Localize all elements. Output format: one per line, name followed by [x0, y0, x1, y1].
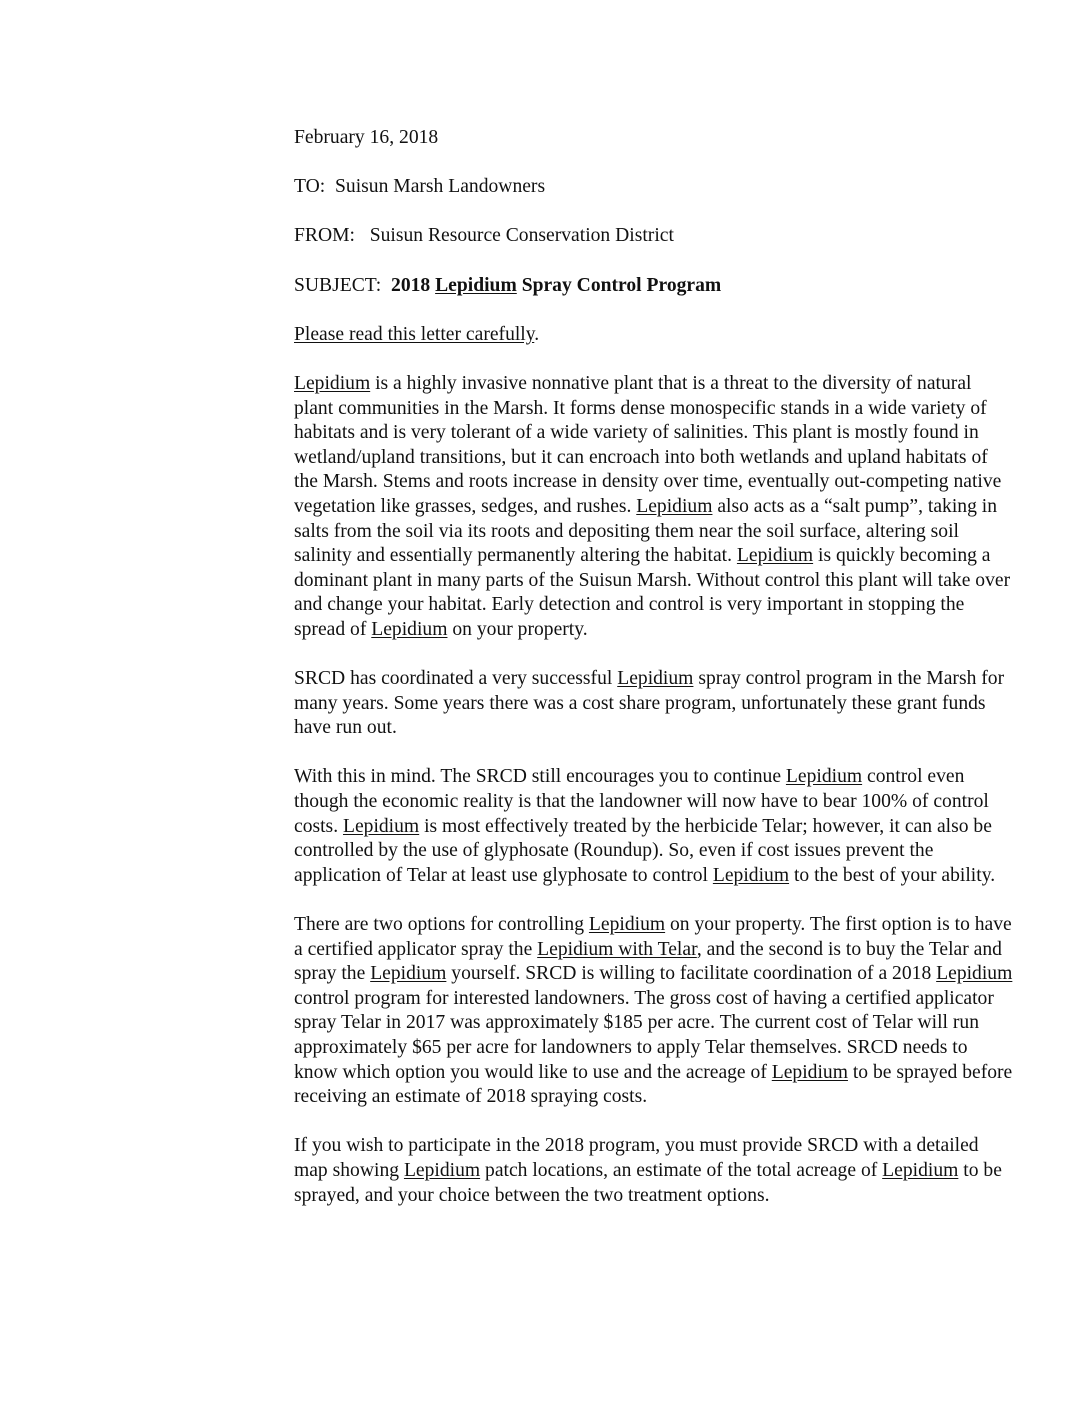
paragraph-text: is quickly becoming a dominant plant in many parts of the Suisun Marsh. Without control this plant will take over and change your habitat. Early detection and control is very important in stopping the spread of: [294, 545, 1011, 640]
paragraph-text: to be sprayed before receiving an estimate of 2018 spraying costs.: [294, 1061, 1013, 1108]
paragraph-text: yourself. SRCD is willing to facilitate coordination of a 2018: [446, 963, 937, 985]
underlined-term: Lepidium with Telar: [537, 938, 697, 960]
from-label: FROM:: [294, 225, 355, 247]
paragraph-text: , and the second is to buy the Telar and spray the: [294, 938, 1002, 985]
to-line: [294, 175, 1014, 200]
paragraph-program-history: [294, 667, 1014, 741]
paragraph-text: If you wish to participate in the 2018 program, you must provide SRCD with a detailed map showing: [294, 1135, 979, 1181]
underlined-term: Lepidium: [403, 1159, 481, 1181]
paragraph-text: With this in mind. The SRCD still encourages you to continue: [294, 766, 786, 788]
underlined-term: Lepidium: [617, 668, 694, 690]
paragraph-text: patch locations, an estimate of the total acreage of: [480, 1159, 883, 1181]
paragraph-text: There are two options for controlling: [294, 914, 589, 935]
paragraph-text: on your property.: [447, 618, 588, 640]
underlined-term: Lepidium: [370, 963, 447, 985]
underlined-term: Lepidium: [636, 495, 713, 517]
notice-end: .: [534, 323, 540, 345]
to-value: Suisun Marsh Landowners: [335, 176, 546, 198]
paragraph-text: on your property. The first option is to have a certified applicator spray the: [294, 914, 1012, 960]
underlined-term: Lepidium: [294, 372, 371, 394]
underlined-term: Lepidium: [588, 914, 666, 935]
underlined-term: Lepidium: [342, 815, 420, 837]
underlined-term: Lepidium: [736, 545, 814, 567]
subject-label: SUBJECT:: [294, 274, 382, 296]
underlined-term: Lepidium: [936, 963, 1013, 985]
letter-date: February 16, 2018: [294, 127, 439, 148]
paragraph-text: control program for interested landowners. The gross cost of having a certified applicator spray Telar in 2017 was approximately $185 per acre. The current cost of Telar will run approximately $65 per acre for landowners to apply Telar themselves. SRCD needs to know which option you would like to use and the acreage of: [294, 987, 994, 1083]
paragraph-text: SRCD has coordinated a very successful: [294, 668, 618, 690]
underlined-term: Lepidium: [785, 766, 863, 788]
letter-page: [294, 126, 1014, 1233]
underlined-term: Lepidium: [882, 1159, 959, 1181]
paragraph-control-encouragement: [294, 765, 1014, 888]
to-label: TO:: [294, 176, 326, 198]
notice-line: [294, 323, 1014, 348]
subject-year: 2018: [391, 274, 431, 296]
paragraph-treatment-options: [294, 913, 1014, 1110]
notice-text: Please read this letter carefully: [294, 323, 535, 345]
paragraph-text: to be sprayed, and your choice between the two treatment options.: [294, 1159, 1002, 1206]
paragraph-text: to the best of your ability.: [789, 864, 996, 886]
paragraph-text: spray control program in the Marsh for many years. Some years there was a cost share program, unfortunately these grant funds have run out.: [294, 668, 1005, 739]
paragraph-text: control even though the economic reality is that the landowner will now have to bear 100% of control costs.: [294, 766, 989, 837]
underlined-term: Lepidium: [712, 864, 790, 886]
paragraph-invasive-description: [294, 372, 1014, 643]
subject-line: [294, 274, 1014, 299]
paragraph-text: is a highly invasive nonnative plant that is a threat to the diversity of natural plant communities in the Marsh. It forms dense monospecific stands in a wide variety of habitats and is very tolerant of a wide variety of salinities. This plant is mostly found in wetland/upland transitions, but it can encroach into both wetlands and upland habitats of the Marsh. Stems and roots increase in density over time, eventually out-competing native vegetation like grasses, sedges, and rushes.: [294, 372, 1002, 517]
subject-keyword: Lepidium: [435, 274, 517, 296]
underlined-term: Lepidium: [771, 1061, 848, 1083]
paragraph-participation-requirements: [294, 1134, 1014, 1208]
from-value: Suisun Resource Conservation District: [369, 225, 674, 247]
subject-rest: Spray Control Program: [521, 274, 722, 296]
from-line: [294, 224, 1014, 249]
paragraph-text: is most effectively treated by the herbicide Telar; however, it can also be controlled by the use of glyphosate (Roundup). So, even if cost issues prevent the application of Telar at least use glyphosate to control: [294, 815, 992, 886]
paragraph-text: also acts as a “salt pump”, taking in salts from the soil via its roots and depositing them near the soil surface, altering soil salinity and essentially permanently altering the habitat.: [294, 495, 998, 567]
underlined-term: Lepidium: [371, 618, 448, 640]
